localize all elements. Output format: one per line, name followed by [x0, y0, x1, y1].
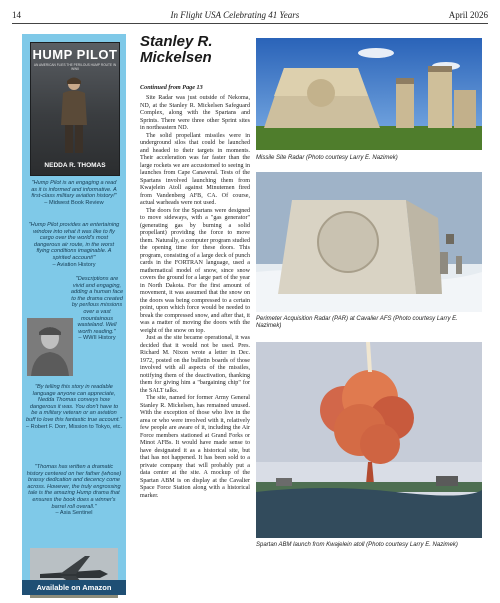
- review-quote: [26, 384, 122, 430]
- article-paragraph: Site Radar was just outside of Nekoma, ND, at the Stanley R. Mickelsen Safeguard Complex, along with the Spartans and Sprints. There were three other Sprint sites in northeastern ND.: [140, 95, 250, 131]
- review-quote-source: – WWII History: [78, 335, 116, 342]
- missile-site-radar-photo: [256, 38, 482, 150]
- book-author: NEDDA R. THOMAS: [44, 162, 106, 169]
- page-number: 14: [12, 10, 21, 20]
- pilot-portrait-photo: [27, 318, 73, 376]
- review-quote: [28, 222, 120, 268]
- book-title: HUMP PILOT: [32, 47, 118, 62]
- article-paragraph: The doors for the Spartans were designed to move sideways, with a "gas generator" (generating gas by burning a solid propellant) providing the force to move them. Naturally, a computer program studied the opening time for these doors. This program, consisting of a large deck of punch cards in the FORTRAN language, used a mathematical model of snow, since snow covers the ground for a large part of the year in North Dakota. For the first amount of movement, it was assumed that the snow on the doors was being compressed to a certain point, upon which force would be needed to break the compressed snow, and after that, it was a matter of moving the doors with the weight of the snow on top.: [140, 207, 250, 334]
- review-quote-source: – Aviation History: [52, 261, 96, 268]
- photo-caption: Perimeter Acquisition Radar (PAR) at Cavalier AFS (Photo courtesy Larry E. Nazimek): [256, 316, 458, 329]
- review-quote: [26, 464, 122, 517]
- review-quote: [70, 276, 124, 342]
- article-title: Stanley R. Mickelsen: [140, 33, 213, 66]
- book-subtitle: AN AMERICAN FLIES THE PERILOUS HUMP ROUTE IN WWII: [33, 63, 117, 71]
- review-quote-text: "Hump Pilot provides an entertaining window into what it was like to fly cargo over the world's most dangerous air route, in the worst flying conditions imaginable. A spirited account!": [28, 222, 120, 261]
- perimeter-radar-photo: [256, 172, 482, 312]
- spartan-launch-photo: [256, 342, 482, 538]
- review-quote-text: "By telling this story in readable language anyone can appreciate, Nedda Thomas conveys how dangerous it was. You don't have to be a military veteran or an aviation buff to love this fantastic true account.": [26, 384, 122, 423]
- review-quote-text: "Hump Pilot is an engaging a read as it is informed and informative. A first-class military aviation history!": [31, 180, 117, 200]
- book-advertisement[interactable]: [22, 34, 126, 592]
- pilot-figure-illustration: [57, 75, 91, 155]
- review-quote: [28, 180, 120, 206]
- issue-date: April 2026: [448, 10, 488, 20]
- continued-note: Continued from Page 13: [140, 84, 203, 91]
- review-quote-source: – Asia Sentinel: [55, 510, 93, 517]
- book-cover-image: [30, 42, 120, 176]
- article-paragraph: The site, named for former Army General Stanley R. Mickelsen, has remained unused. With the exception of those who live in the area or who were involved with it, relatively few people are aware of it, including the Air Force members stationed at Grand Forks or Minot AFBs. It would have made sense to have designated it as a historical site, but that has not happened. It has been sold to a private company that will probably put a data center at the site. A mockup of the Spartan ABM is on display at the Cavalier Space Force Station along with a historical marker.: [140, 395, 250, 499]
- photo-caption: Spartan ABM launch from Kwajelein atoll (Photo courtesy Larry E. Nazimek): [256, 542, 458, 548]
- publication-title: In Flight USA Celebrating 41 Years: [170, 10, 300, 20]
- header-rule: [12, 23, 488, 24]
- photo-caption: Missile Site Radar (Photo courtesy Larry E. Nazimek): [256, 155, 398, 161]
- review-quote-source: – Robert F. Dorr, Mission to Tokyo, etc.: [26, 423, 122, 430]
- article-body: [140, 95, 250, 500]
- article-paragraph: Just as the site became operational, it was decided that it would not be used. Pres. Richard M. Nixon wrote a letter in Dec. 1972, posted on the bulletin boards of those involved with all aspects of the missiles, notifying them of the deactivation, thanking them for giving him a "bargaining chip" for the SALT talks.: [140, 335, 250, 394]
- review-quote-source: – Midwest Book Review: [44, 199, 104, 206]
- amazon-cta[interactable]: Available on Amazon: [22, 580, 126, 595]
- article-paragraph: The solid propellant missiles were in underground silos that could be launched and headed to their targets in moments. Their acceleration was far faster than the large rockets we are accustomed to seeing in launches from Cape Canaveral. Tests of the Spartans involved launching them from Kwajelein Atoll against Minutemen fired from Vandenberg AFB, CA. Of course, actual warheads were not used.: [140, 132, 250, 206]
- review-quote-text: "Thomas has written a dramatic history centered on her father (whose) brassy dedication and decency come across. However, the truly engrossing tale is the amazing Hump drama that ensures the book does a winner's barrel roll overall.": [26, 464, 122, 510]
- review-quote-text: "Descriptions are vivid and engaging, adding a human face to the drama created by perilous missions over a vast mountainous wasteland. Well worth reading.": [70, 276, 124, 335]
- page-header: [12, 8, 488, 22]
